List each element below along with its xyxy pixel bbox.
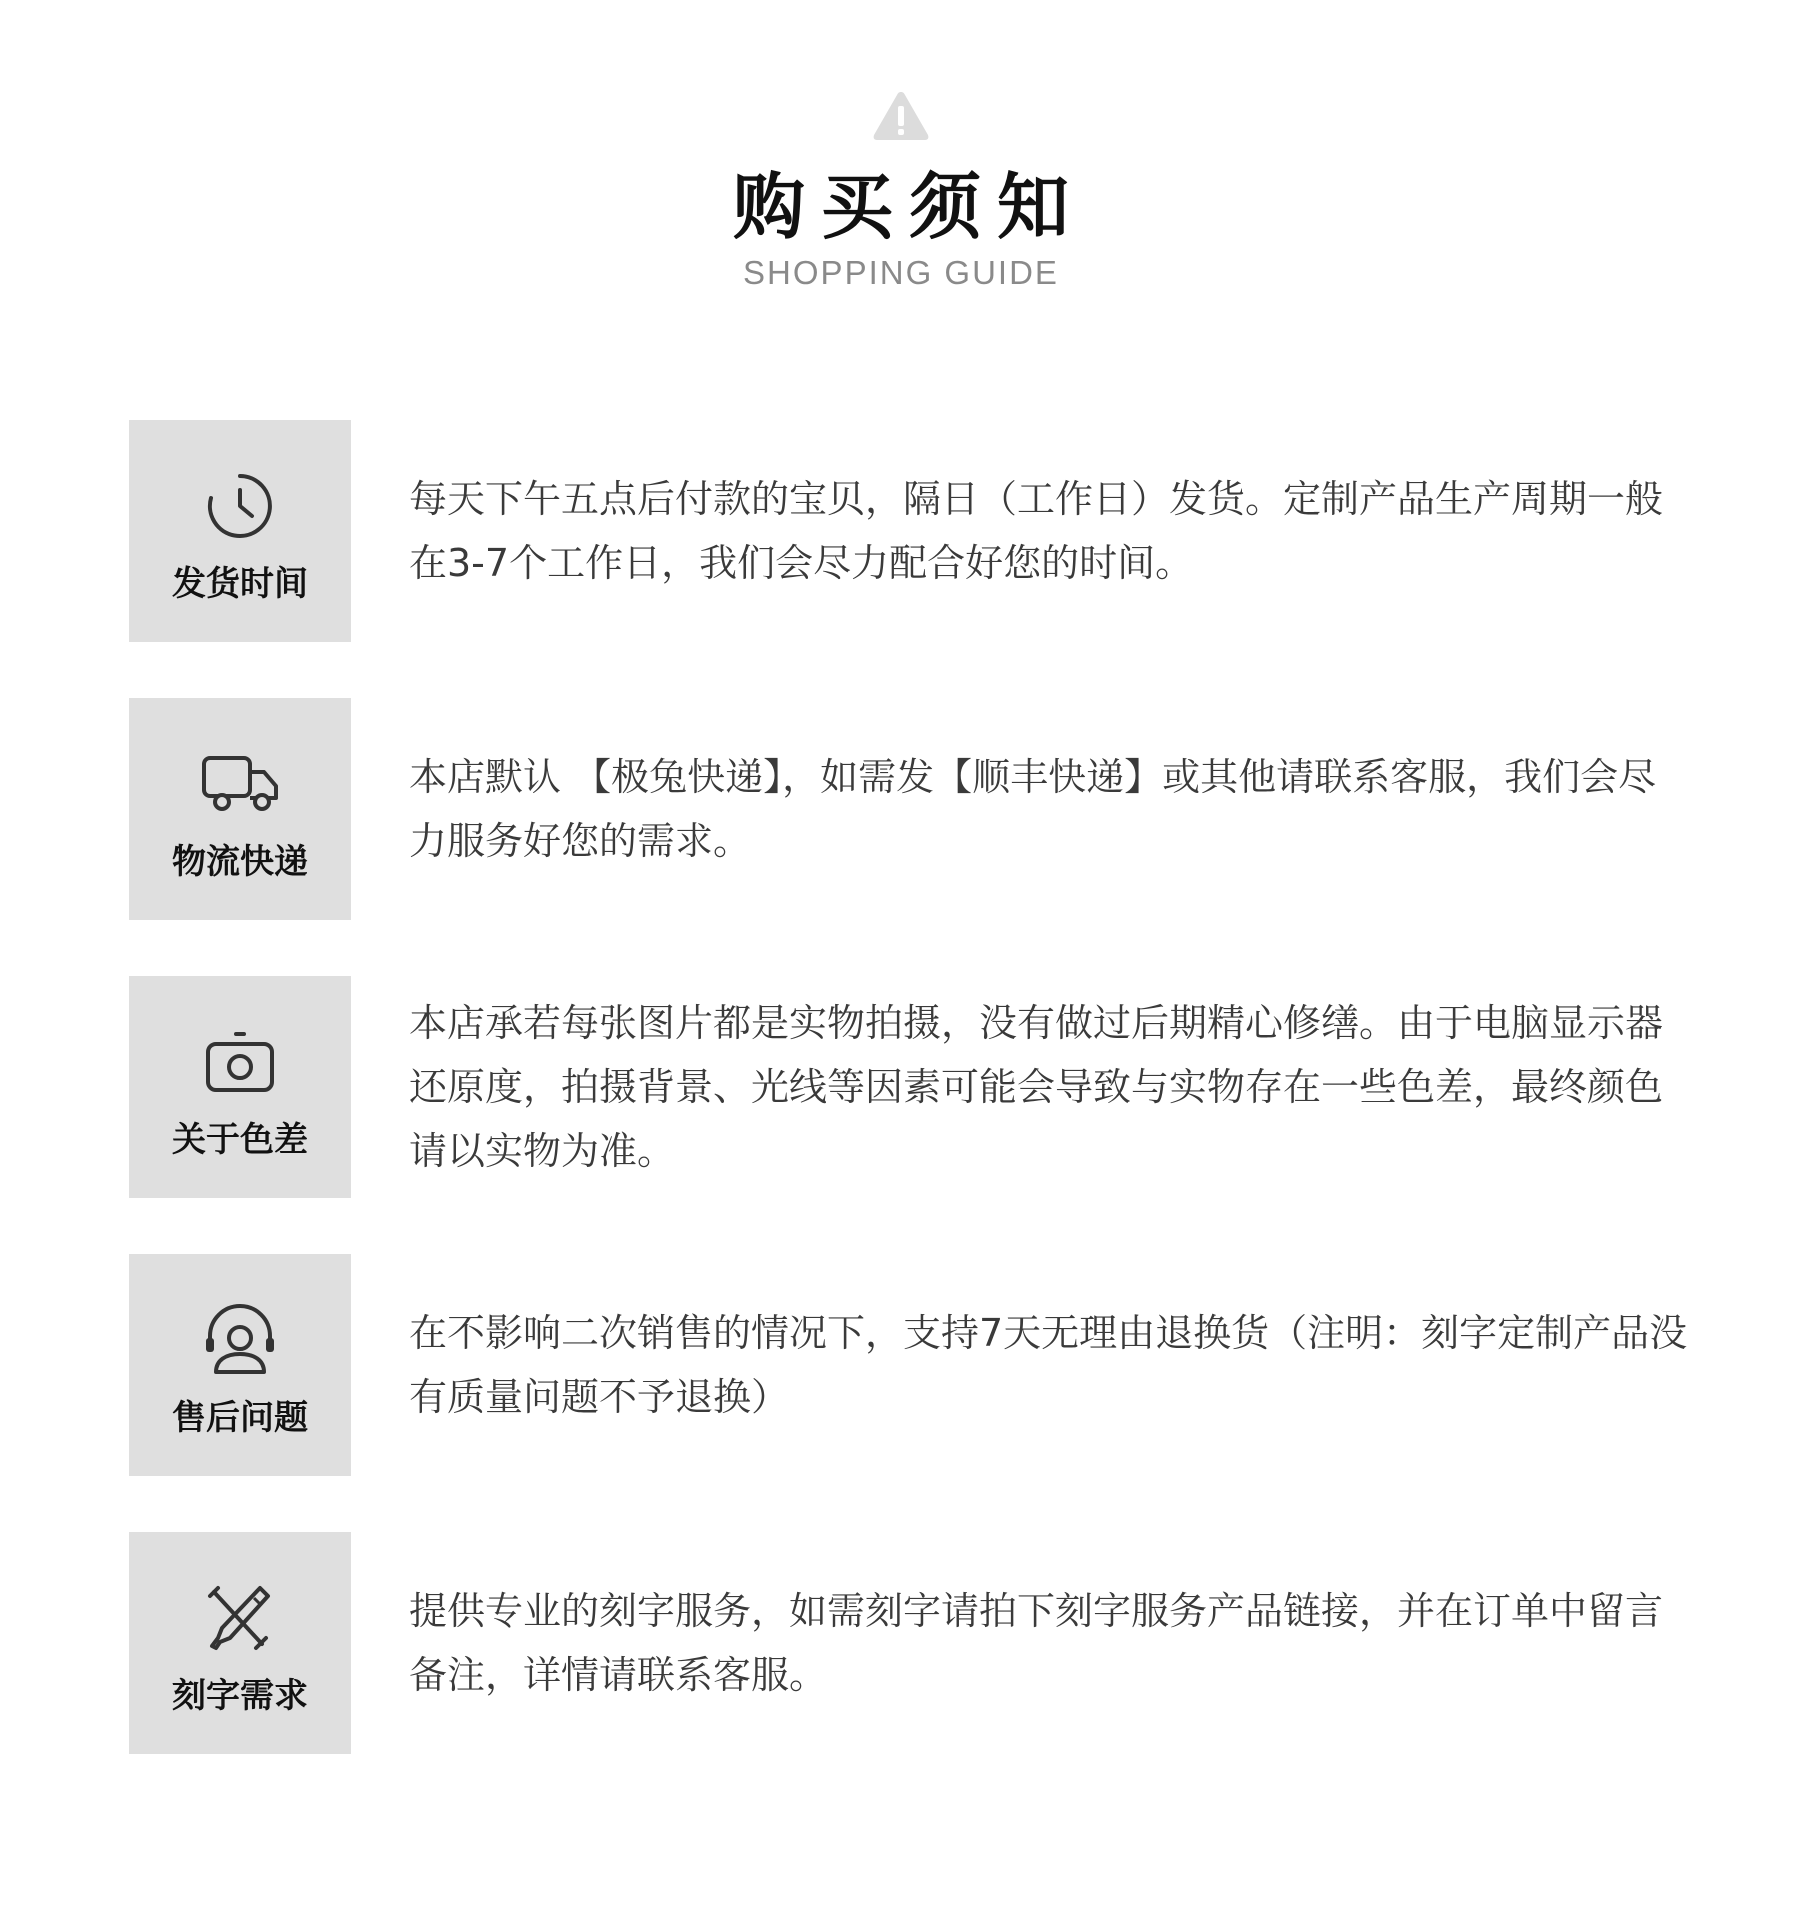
icon-box — [129, 1532, 351, 1754]
delivery-truck-icon — [200, 744, 280, 824]
guide-list — [129, 420, 1689, 1810]
icon-box — [129, 976, 351, 1198]
item-label: 物流快递 — [172, 842, 308, 882]
engraving-tool-icon — [200, 1578, 280, 1658]
item-description: 本店承若每张图片都是实物拍摄，没有做过后期精心修缮。由于电脑显示器还原度，拍摄背景、光线等因素可能会导致与实物存在一些色差，最终颜色请以实物为准。 — [409, 1001, 1664, 1173]
item-description: 在不影响二次销售的情况下，支持7天无理由退换货（注明：刻字定制产品没有质量问题不予退换） — [409, 1311, 1688, 1419]
item-label: 售后问题 — [172, 1398, 308, 1438]
item-description: 本店默认 【极兔快递】，如需发【顺丰快递】或其他请联系客服，我们会尽力服务好您的需求。 — [409, 755, 1657, 863]
guide-item-shipping-time — [129, 420, 1689, 642]
guide-item-logistics — [129, 698, 1689, 920]
clock-icon — [200, 466, 280, 546]
shopping-guide-header — [0, 90, 1802, 293]
icon-box — [129, 698, 351, 920]
icon-box — [129, 1254, 351, 1476]
icon-box — [129, 420, 351, 642]
warning-triangle-icon — [872, 90, 930, 142]
page-subtitle: SHOPPING GUIDE — [743, 254, 1059, 292]
item-description: 每天下午五点后付款的宝贝，隔日（工作日）发货。定制产品生产周期一般在3-7个工作日，我们会尽力配合好您的时间。 — [409, 477, 1664, 585]
item-description: 提供专业的刻字服务，如需刻字请拍下刻字服务产品链接，并在订单中留言备注，详情请联系客服。 — [409, 1589, 1664, 1697]
page-title: 购买须知 — [732, 165, 1085, 249]
camera-icon — [200, 1022, 280, 1102]
customer-service-icon — [200, 1300, 280, 1380]
item-label: 刻字需求 — [172, 1676, 308, 1716]
item-label: 发货时间 — [172, 564, 308, 604]
guide-item-after-sales — [129, 1254, 1689, 1476]
guide-item-engraving — [129, 1532, 1689, 1754]
guide-item-color-difference — [129, 976, 1689, 1198]
item-label: 关于色差 — [172, 1120, 308, 1160]
